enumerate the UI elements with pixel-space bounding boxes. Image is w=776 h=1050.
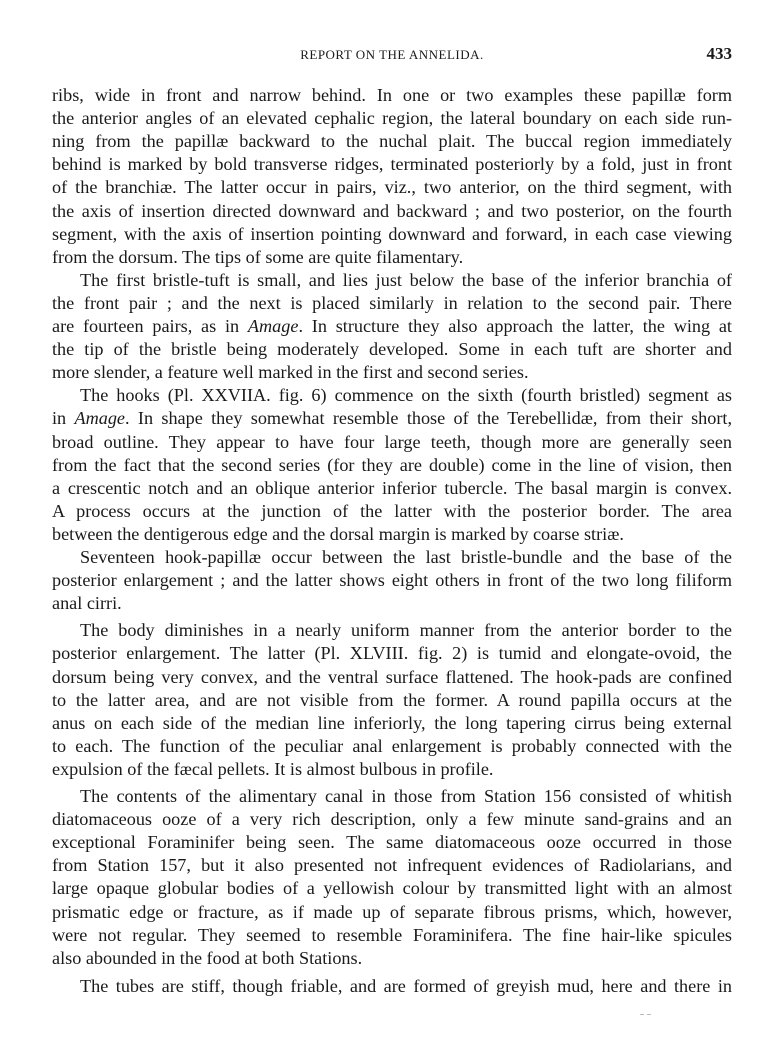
- text-line: more slender, a feature well marked in the first and second series.: [52, 362, 529, 383]
- text-line: to each. The function of the peculiar anal enlargement is probably connected with the: [52, 735, 732, 756]
- text-line: in Amage. In shape they somewhat resemble those of the Terebellidæ, from their short,: [52, 408, 732, 429]
- text-line: from the dorsum. The tips of some are quite filamentary.: [52, 246, 464, 267]
- text-line: anal cirri.: [52, 593, 122, 614]
- text-line: a crescentic notch and an oblique anterior inferior tubercle. The basal margin is convex.: [52, 477, 732, 498]
- text-line: to the latter area, and are not visible from the former. A round papilla occurs at the: [52, 689, 732, 710]
- text-line: The contents of the alimentary canal in those from Station 156 consisted of whitish: [80, 786, 732, 806]
- text-line: between the dentigerous edge and the dorsal margin is marked by coarse striæ.: [52, 523, 624, 544]
- text-line: from Station 157, but it also presented not infrequent evidences of Radiolarians, and: [52, 855, 732, 876]
- text-line: broad outline. They appear to have four large teeth, though more are generally seen: [52, 431, 732, 452]
- text-line: are fourteen pairs, as in Amage. In structure they also approach the latter, the wing at: [52, 316, 732, 336]
- text-line: segment, with the axis of insertion pointing downward and forward, in each case viewing: [52, 223, 732, 244]
- page-number: 433: [706, 44, 732, 63]
- text-line: posterior enlargement. The latter (Pl. XLVIII. fig. 2) is tumid and elongate-ovoid, the: [52, 643, 732, 664]
- text-line: were not regular. They seemed to resemble Foraminifera. The fine hair-like spicules: [52, 924, 732, 945]
- text-line: The tubes are stiff, though friable, and are formed of greyish mud, here and there in: [80, 975, 732, 996]
- text-line: ribs, wide in front and narrow behind. In one or two examples these papillæ form: [52, 85, 732, 105]
- text-line: The first bristle-tuft is small, and lies just below the base of the inferior branchia of: [80, 269, 732, 290]
- text-line: behind is marked by bold transverse ridges, terminated posteriorly by a fold, just in front: [52, 154, 732, 175]
- text-line: anus on each side of the median line inferiorly, the long tapering cirrus being external: [52, 712, 732, 733]
- print-speck-marks: [640, 1000, 680, 1004]
- running-header: [52, 44, 732, 66]
- text-line: The body diminishes in a nearly uniform manner from the anterior border to the: [80, 620, 732, 641]
- text-line: from the fact that the second series (for they are double) come in the line of vision, then: [52, 454, 732, 475]
- text-line: diatomaceous ooze of a very rich description, only a few minute sand-grains and an: [52, 809, 732, 830]
- text-line: The hooks (Pl. XXVIIA. fig. 6) commence on the sixth (fourth bristled) segment as: [80, 385, 732, 406]
- text-line: the front pair ; and the next is placed similarly in relation to the second pair. There: [52, 292, 732, 313]
- text-line: Seventeen hook-papillæ occur between the last bristle-bundle and the base of the: [80, 547, 732, 567]
- text-line: ning from the papillæ backward to the nuchal plait. The buccal region immediately: [52, 131, 732, 152]
- text-line: A process occurs at the junction of the latter with the posterior border. The area: [52, 500, 732, 521]
- running-title: REPORT ON THE ANNELIDA.: [300, 47, 484, 62]
- text-line: the axis of insertion directed downward and backward ; and two posterior, on the fourth: [52, 200, 732, 221]
- text-line: large opaque globular bodies of a yellowish colour by transmitted light with an almost: [52, 878, 732, 899]
- text-line: expulsion of the fæcal pellets. It is almost bulbous in profile.: [52, 758, 494, 779]
- text-line: of the branchiæ. The latter occur in pairs, viz., two anterior, on the third segment, with: [52, 177, 732, 198]
- text-line: posterior enlargement ; and the latter shows eight others in front of the two long filiform: [52, 570, 732, 591]
- text-line: exceptional Foraminifer being seen. The same diatomaceous ooze occurred in those: [52, 832, 732, 853]
- text-line: also abounded in the food at both Stations.: [52, 947, 363, 968]
- italic-genus-name: Amage: [74, 408, 125, 429]
- text-line: dorsum being very convex, and the ventral surface flattened. The hook-pads are confined: [52, 666, 732, 687]
- text-line: the tip of the bristle being moderately developed. Some in each tuft are shorter and: [52, 339, 732, 360]
- text-line: the anterior angles of an elevated cephalic region, the lateral boundary on each side run-: [52, 108, 732, 129]
- italic-genus-name: Amage: [247, 316, 299, 336]
- text-line: prismatic edge or fracture, as if made up of separate fibrous prisms, which, however,: [52, 901, 732, 922]
